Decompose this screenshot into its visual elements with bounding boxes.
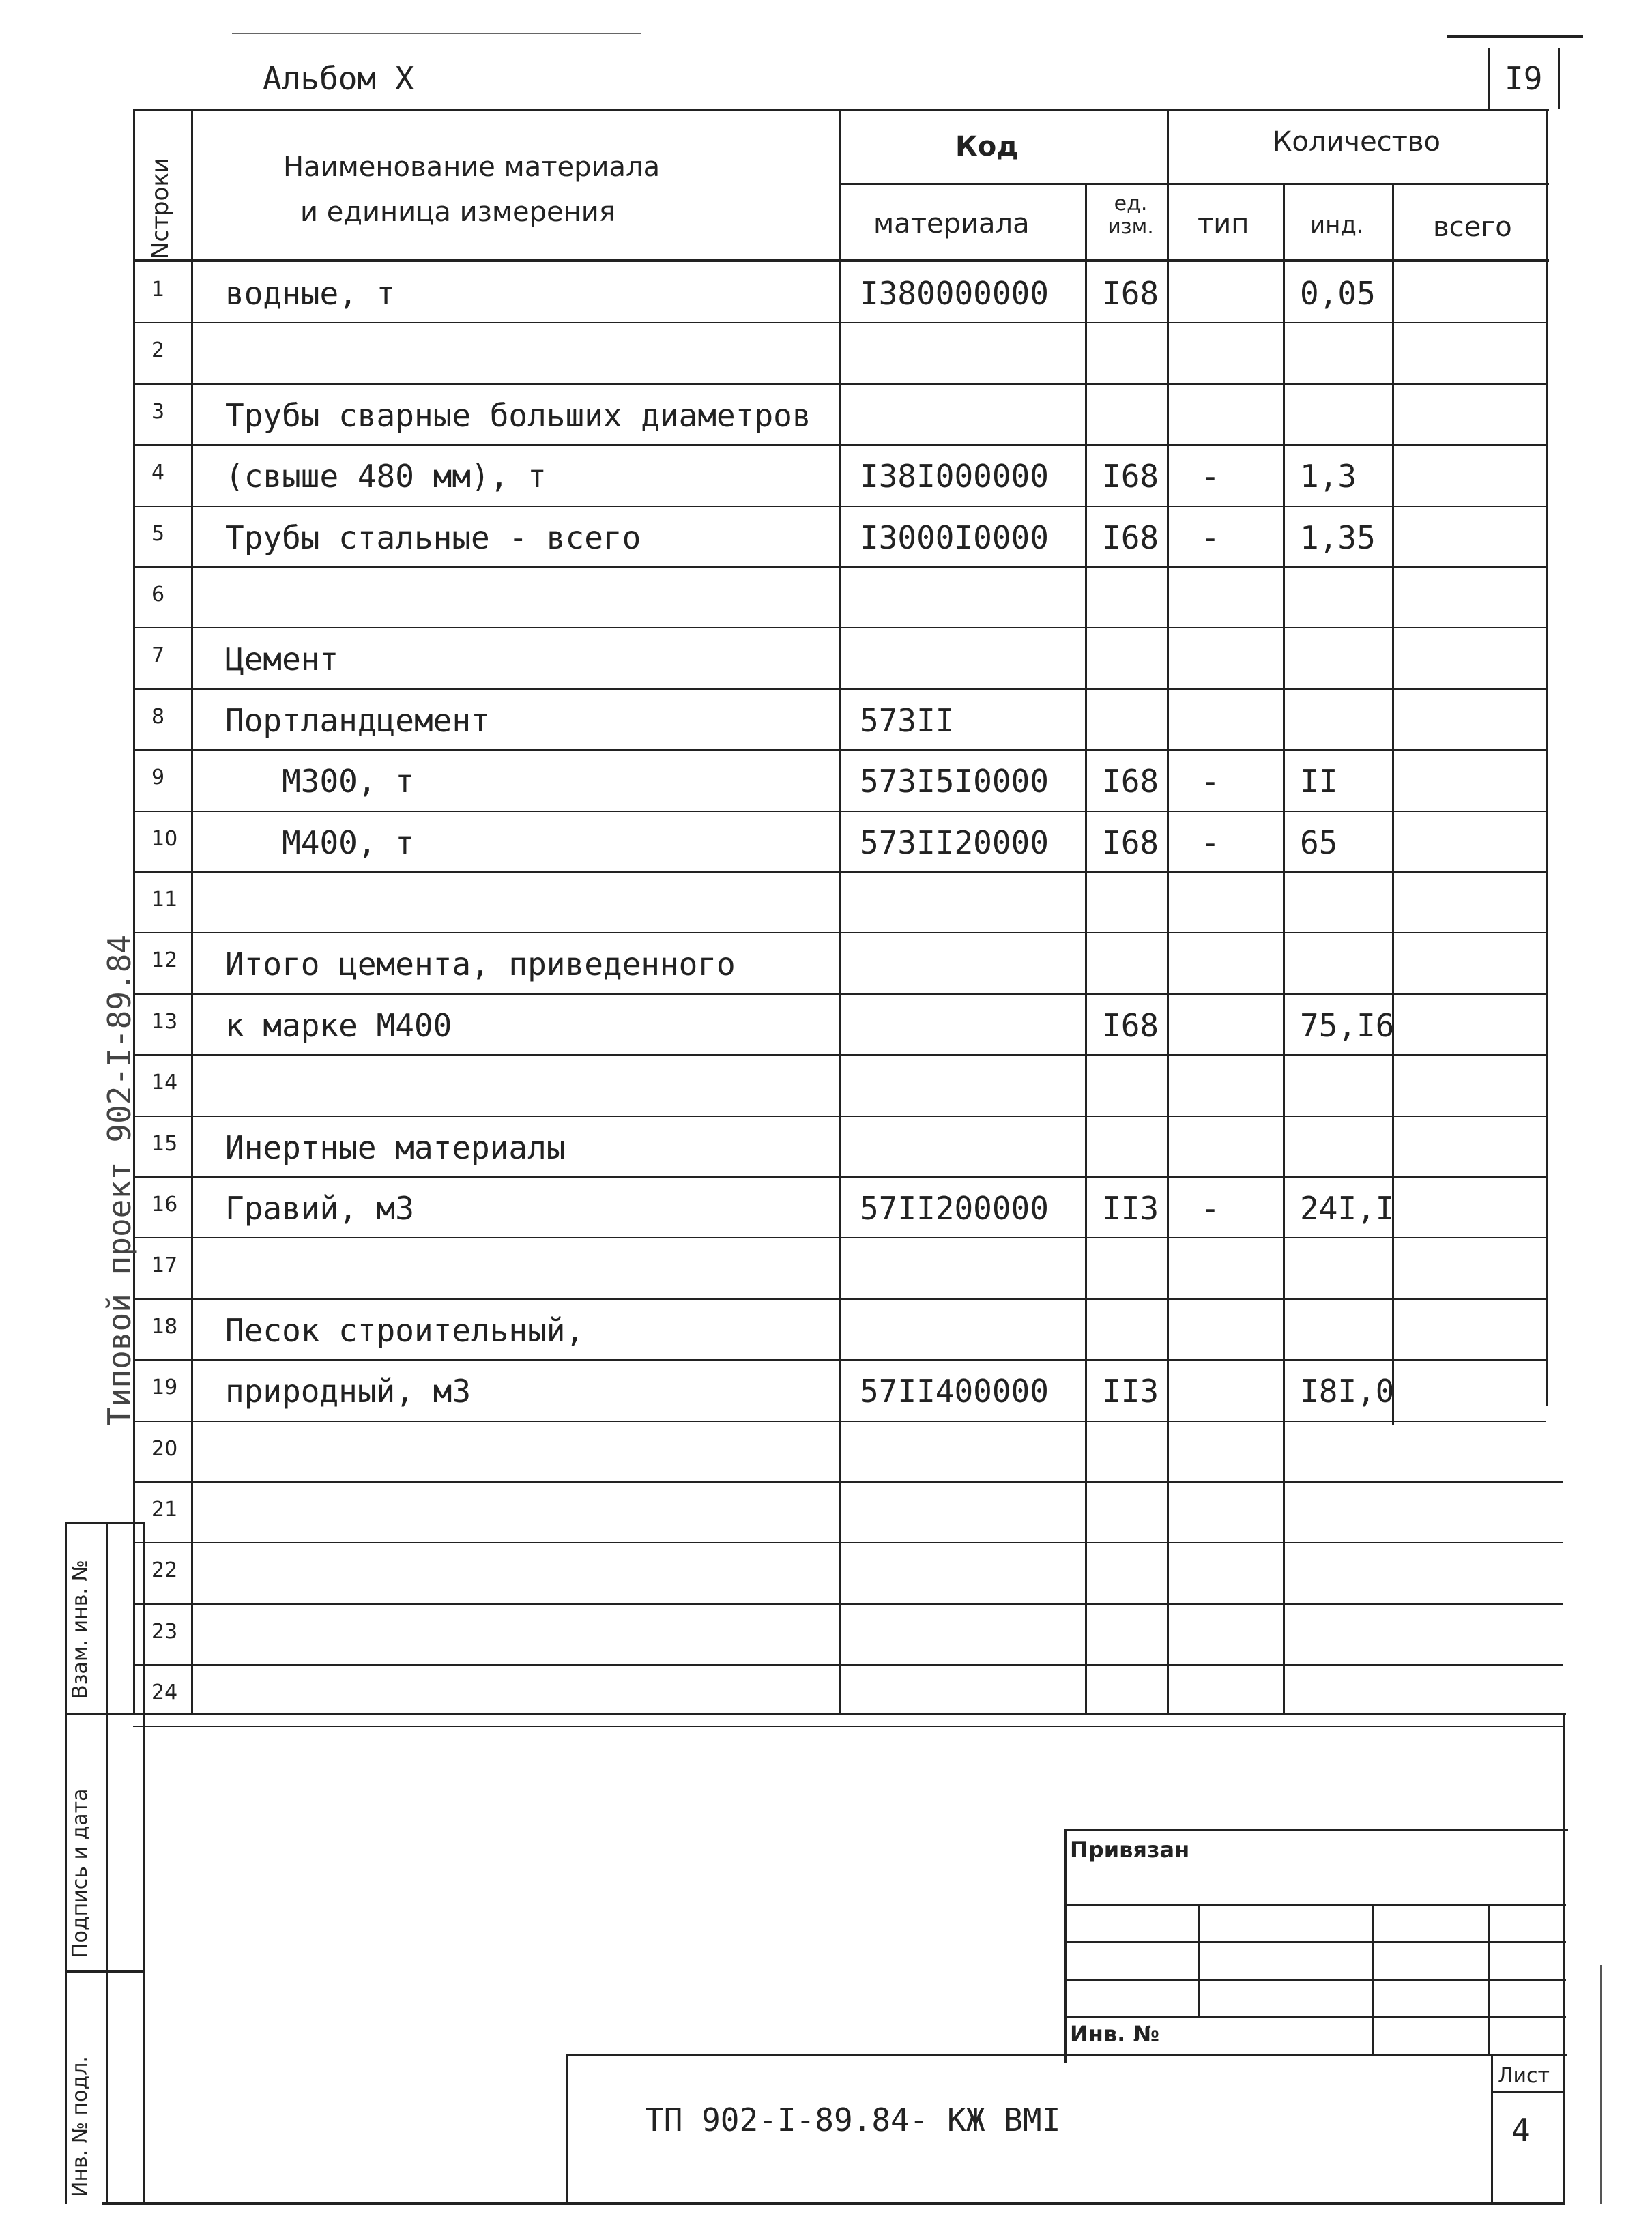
qty-ind: 1,3 — [1300, 458, 1357, 495]
qty-ind: II — [1300, 763, 1338, 800]
row-number: 20 — [151, 1436, 178, 1461]
row-separator — [133, 1726, 1563, 1727]
material-name: Песок строительный, — [225, 1311, 585, 1349]
row-separator — [133, 383, 1546, 385]
margin-divider-3 — [65, 1970, 145, 1973]
qty-ind: 1,35 — [1300, 519, 1376, 556]
sheet-col-line — [1491, 2054, 1493, 2202]
row-number: 23 — [151, 1619, 178, 1644]
row-separator — [133, 871, 1546, 873]
header-name-line1: Наименование материала — [283, 151, 661, 183]
row-separator — [133, 932, 1546, 933]
qty-type: - — [1201, 458, 1220, 495]
header-code-unit: ед. изм. — [1107, 192, 1154, 239]
material-code: 573I5I0000 — [860, 763, 1049, 800]
row-separator — [133, 749, 1546, 751]
row-separator — [133, 1298, 1546, 1300]
unit-code: I68 — [1102, 519, 1159, 556]
qty-type: - — [1201, 824, 1220, 861]
row-separator — [133, 1481, 1563, 1483]
header-name-line2: и единица измерения — [300, 197, 615, 228]
material-name: водные, т — [225, 275, 396, 312]
sheet-divider — [1491, 2091, 1565, 2093]
sheet-number: 4 — [1511, 2112, 1531, 2149]
sheet-label: Лист — [1498, 2064, 1550, 2088]
material-name: Трубы стальные - всего — [225, 519, 641, 556]
qty-ind: 0,05 — [1300, 275, 1376, 312]
qty-ind: 24I,I — [1300, 1190, 1395, 1227]
qty-ind: 75,I6 — [1300, 1006, 1395, 1044]
bound-col-3 — [1488, 1904, 1490, 2054]
row-number: 8 — [151, 704, 165, 729]
margin-inv-replace: Взам. инв. № — [68, 1560, 92, 1699]
material-name: Итого цемента, приведенного — [225, 946, 736, 983]
qty-type: - — [1201, 763, 1220, 800]
unit-code: II3 — [1102, 1190, 1159, 1227]
header-qty-ind: инд. — [1310, 212, 1364, 239]
col-line-name — [839, 109, 841, 1713]
material-code: 573II20000 — [860, 824, 1049, 861]
col-line-type — [1283, 183, 1285, 1713]
margin-divider-2 — [65, 1713, 145, 1715]
col-line-unit — [1167, 109, 1169, 1713]
material-name: Инертные материалы — [225, 1129, 566, 1166]
row-number: 5 — [151, 521, 165, 546]
qty-type: - — [1201, 519, 1220, 556]
top-dash-line — [232, 33, 641, 34]
header-row-number: Nстроки — [147, 158, 174, 259]
qty-ind: 65 — [1300, 824, 1338, 861]
col-line-rownum-left — [133, 109, 135, 1713]
unit-code: I68 — [1102, 1006, 1159, 1044]
row-separator — [133, 566, 1546, 568]
header-qty-type: тип — [1198, 208, 1249, 239]
material-name: к марке М400 — [225, 1006, 452, 1044]
material-name: Цемент — [225, 641, 339, 678]
album-title: Альбом X — [263, 60, 414, 97]
bound-line-1 — [1064, 1904, 1566, 1906]
material-code: I3000I0000 — [860, 519, 1049, 556]
table-bottom-line — [133, 1713, 1566, 1715]
row-number: 19 — [151, 1376, 178, 1400]
margin-divider-1 — [65, 1522, 145, 1524]
row-separator — [133, 1542, 1563, 1543]
unit-code: I68 — [1102, 763, 1159, 800]
row-number: 15 — [151, 1131, 178, 1156]
margin-inv-orig: Инв. № подл. — [68, 2056, 92, 2197]
qty-type: - — [1201, 1190, 1220, 1227]
material-name: природный, м3 — [225, 1373, 472, 1410]
material-code: 57II200000 — [860, 1190, 1049, 1227]
row-number: 3 — [151, 399, 165, 424]
header-code-material: материала — [873, 208, 1030, 239]
top-dash-line-right — [1447, 35, 1583, 38]
row-separator — [133, 1176, 1546, 1178]
row-separator — [133, 1421, 1546, 1422]
row-separator — [133, 1603, 1563, 1605]
margin-project-title: Типовой проект 902-I-89.84 — [101, 934, 138, 1426]
row-number: 17 — [151, 1253, 178, 1278]
row-number: 9 — [151, 766, 165, 790]
row-separator — [133, 322, 1546, 323]
material-name: М400, т — [225, 824, 414, 861]
inv-label: Инв. № — [1070, 2021, 1159, 2047]
unit-code: I68 — [1102, 458, 1159, 495]
row-number: 14 — [151, 1071, 178, 1095]
row-separator — [133, 444, 1546, 446]
bound-col-2 — [1372, 1904, 1374, 2054]
margin-strip-left — [65, 1522, 67, 2204]
row-separator — [133, 811, 1546, 812]
material-code: 57II400000 — [860, 1373, 1049, 1410]
row-number: 11 — [151, 888, 178, 912]
unit-code: I68 — [1102, 824, 1159, 861]
margin-strip-inner — [106, 1522, 108, 2204]
material-name: Трубы сварные больших диаметров — [225, 396, 811, 434]
row-separator — [133, 1237, 1546, 1238]
row-number: 16 — [151, 1193, 178, 1217]
row-number: 24 — [151, 1681, 178, 1705]
col-line-right — [1546, 109, 1548, 1406]
document-designation: ТП 902-I-89.84- КЖ ВМI — [645, 2102, 1061, 2138]
row-number: 1 — [151, 278, 165, 302]
header-code-group: Код — [955, 131, 1019, 162]
row-separator — [133, 1116, 1546, 1117]
unit-code: II3 — [1102, 1373, 1159, 1410]
col-line-code — [1085, 183, 1087, 1713]
bound-line-4 — [1064, 2016, 1566, 2018]
row-number: 4 — [151, 461, 165, 485]
material-code: I38I000000 — [860, 458, 1049, 495]
row-separator — [133, 1054, 1546, 1056]
material-code: 573II — [860, 701, 955, 739]
row-separator — [133, 1359, 1546, 1361]
row-separator — [133, 688, 1546, 690]
material-name: Гравий, м3 — [225, 1190, 414, 1227]
bound-line-2 — [1064, 1941, 1566, 1943]
header-qty-group: Количество — [1273, 126, 1441, 158]
row-number: 2 — [151, 338, 165, 363]
margin-sign-date: Подпись и дата — [68, 1788, 92, 1958]
material-code: I380000000 — [860, 275, 1049, 312]
row-separator — [133, 506, 1546, 507]
right-edge-mark — [1600, 1965, 1602, 2204]
material-name: (свыше 480 мм), т — [225, 458, 547, 495]
bound-line-3 — [1064, 1979, 1566, 1981]
header-qty-total: всего — [1433, 212, 1512, 243]
row-separator — [133, 993, 1546, 995]
unit-code: I68 — [1102, 275, 1159, 312]
row-separator — [133, 1664, 1563, 1666]
material-name: Портландцемент — [225, 701, 490, 739]
frame-left-lower — [143, 1522, 145, 2204]
col-line-rownum — [191, 109, 193, 1713]
material-name: М300, т — [225, 763, 414, 800]
table-head-mid — [839, 183, 1549, 185]
row-number: 22 — [151, 1558, 178, 1583]
row-number: 10 — [151, 826, 178, 851]
qty-ind: I8I,0 — [1300, 1373, 1395, 1410]
bound-col-1 — [1198, 1904, 1200, 2016]
row-number: 18 — [151, 1314, 178, 1339]
bound-label: Привязан — [1070, 1837, 1190, 1863]
row-number: 21 — [151, 1498, 178, 1522]
row-number: 7 — [151, 643, 165, 668]
row-number: 12 — [151, 948, 178, 973]
row-separator — [133, 627, 1546, 628]
row-number: 13 — [151, 1009, 178, 1034]
page-number: I9 — [1505, 60, 1543, 97]
row-number: 6 — [151, 583, 165, 607]
